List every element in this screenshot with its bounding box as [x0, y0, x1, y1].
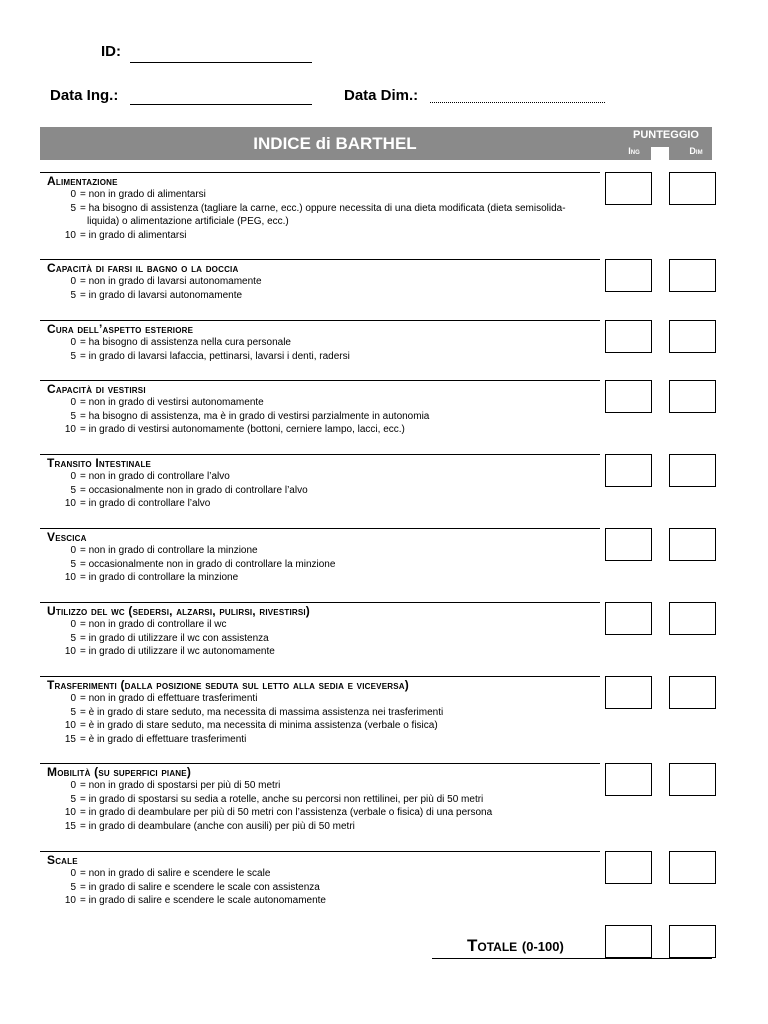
- option-score: 5: [70, 881, 76, 893]
- totale-underline: [432, 958, 712, 959]
- score-header-ing: Ing: [628, 146, 640, 156]
- id-field[interactable]: [130, 62, 312, 63]
- score-ing-box[interactable]: [605, 763, 652, 796]
- option-score: 10: [64, 572, 76, 583]
- section-title: Transito Intestinale: [47, 456, 152, 470]
- section-rule: [40, 380, 600, 381]
- option-text: = ha bisogno di assistenza, ma è in grado di vestirsi parzialmente in autonomia: [80, 410, 430, 422]
- section-rule: [40, 172, 600, 173]
- option-text: = in grado di utilizzare il wc con assistenza: [80, 632, 269, 644]
- score-dim-box[interactable]: [669, 763, 716, 796]
- option-score: 15: [64, 733, 76, 745]
- option-score: 0: [70, 868, 76, 879]
- score-dim-box[interactable]: [669, 602, 716, 635]
- section-rule: [40, 528, 600, 529]
- option-score: 5: [70, 632, 76, 644]
- section-rule: [40, 259, 600, 260]
- option-score: 5: [70, 793, 76, 805]
- score-ing-box[interactable]: [605, 380, 652, 413]
- section-title: Scale: [47, 853, 78, 867]
- option-score: 10: [64, 646, 76, 657]
- section-rule: [40, 320, 600, 321]
- data-ing-field[interactable]: [130, 104, 312, 105]
- score-dim-box[interactable]: [669, 380, 716, 413]
- option-text: = non in grado di controllare la minzione: [80, 545, 258, 556]
- option-text: = occasionalmente non in grado di controllare l’alvo: [80, 484, 308, 496]
- score-ing-box[interactable]: [605, 454, 652, 487]
- score-ing-box[interactable]: [605, 320, 652, 353]
- score-dim-box[interactable]: [669, 676, 716, 709]
- data-ing-label: Data Ing.:: [50, 87, 119, 104]
- section-title: Trasferimenti (dalla posizione seduta sul letto alla sedia e viceversa): [47, 678, 409, 692]
- option-text: = in grado di controllare la minzione: [80, 572, 239, 583]
- score-dim-box[interactable]: [669, 259, 716, 292]
- option-text: = in grado di salire e scendere le scale autonomamente: [80, 895, 326, 906]
- score-dim-box[interactable]: [669, 851, 716, 884]
- score-header-dim: Dim: [689, 146, 703, 156]
- option-text: = ha bisogno di assistenza (tagliare la carne, ecc.) oppure necessita di una dieta modificata (dieta semisolida-: [80, 202, 566, 214]
- option-score: 5: [70, 289, 76, 301]
- option-score: 10: [64, 424, 76, 435]
- option-text: = ha bisogno di assistenza nella cura personale: [80, 337, 291, 348]
- option-score: 10: [64, 807, 76, 818]
- option-score: 0: [70, 780, 76, 791]
- option-score: 5: [70, 558, 76, 570]
- option-score: 5: [70, 202, 76, 214]
- option-score: 10: [64, 229, 76, 241]
- option-score: 5: [70, 706, 76, 718]
- score-header-divider: [651, 147, 669, 160]
- option-text: = è in grado di stare seduto, ma necessita di massima assistenza nei trasferimenti: [80, 706, 444, 718]
- option-text: = in grado di vestirsi autonomamente (bottoni, cerniere lampo, lacci, ecc.): [80, 424, 405, 435]
- option-text: = non in grado di controllare l’alvo: [80, 471, 230, 482]
- data-dim-field[interactable]: [430, 102, 605, 103]
- section-rule: [40, 676, 600, 677]
- option-text: = occasionalmente non in grado di controllare la minzione: [80, 558, 336, 570]
- option-score: 5: [70, 350, 76, 362]
- section-title: Vescica: [47, 530, 87, 544]
- score-dim-box[interactable]: [669, 454, 716, 487]
- option-text: = non in grado di spostarsi per più di 50 metri: [80, 780, 281, 791]
- score-ing-box[interactable]: [605, 676, 652, 709]
- option-score: 10: [64, 720, 76, 731]
- title-bar: [40, 127, 712, 160]
- option-score: 0: [70, 619, 76, 630]
- option-text: = non in grado di effettuare trasferimenti: [80, 693, 258, 704]
- option-text: = non in grado di vestirsi autonomamente: [80, 397, 264, 408]
- option-score: 0: [70, 337, 76, 348]
- section-rule: [40, 602, 600, 603]
- option-text: = non in grado di lavarsi autonomamente: [80, 276, 262, 287]
- score-ing-box[interactable]: [605, 172, 652, 205]
- score-header-label: PUNTEGGIO: [632, 129, 699, 141]
- totale-label: [467, 936, 564, 956]
- option-score: 0: [70, 189, 76, 200]
- section-title: Mobilità (su superfici piane): [47, 765, 192, 779]
- score-ing-box[interactable]: [605, 851, 652, 884]
- totale-dim-box[interactable]: [669, 925, 716, 958]
- page-title: INDICE di BARTHEL: [253, 134, 417, 153]
- option-text: = in grado di spostarsi su sedia a rotelle, anche su percorsi non rettilinei, per più di 50 metri: [80, 793, 484, 805]
- option-text: = in grado di lavarsi lafaccia, pettinarsi, lavarsi i denti, radersi: [80, 350, 350, 362]
- score-dim-box[interactable]: [669, 528, 716, 561]
- option-score: 0: [70, 545, 76, 556]
- option-text: = in grado di deambulare per più di 50 metri con l’assistenza (verbale o fisica) di una persona: [80, 807, 493, 818]
- option-text: = in grado di deambulare (anche con ausili) per più di 50 metri: [80, 820, 355, 832]
- totale-range: (0-100): [521, 939, 564, 954]
- score-dim-box[interactable]: [669, 172, 716, 205]
- score-ing-box[interactable]: [605, 602, 652, 635]
- section-rule: [40, 454, 600, 455]
- option-score: 0: [70, 471, 76, 482]
- score-ing-box[interactable]: [605, 259, 652, 292]
- section-title: Alimentazione: [47, 174, 118, 188]
- option-score: 5: [70, 484, 76, 496]
- totale-text: Totale: [467, 936, 518, 955]
- option-text: = non in grado di salire e scendere le scale: [80, 868, 271, 879]
- data-dim-label: Data Dim.:: [344, 87, 419, 104]
- score-dim-box[interactable]: [669, 320, 716, 353]
- option-score: 0: [70, 397, 76, 408]
- section-title: Capacità di vestirsi: [47, 382, 146, 396]
- section-rule: [40, 763, 600, 764]
- option-score: 10: [64, 895, 76, 906]
- option-text: = non in grado di controllare il wc: [80, 619, 227, 630]
- option-text: = in grado di utilizzare il wc autonomamente: [80, 646, 275, 657]
- section-title: Capacità di farsi il bagno o la doccia: [47, 261, 239, 275]
- option-text: = è in grado di effettuare trasferimenti: [80, 733, 247, 745]
- option-text: = in grado di alimentarsi: [80, 229, 187, 241]
- option-text: = non in grado di alimentarsi: [80, 189, 206, 200]
- option-text: = è in grado di stare seduto, ma necessita di minima assistenza (verbale o fisica): [80, 720, 438, 731]
- section-title: Utilizzo del wc (sedersi, alzarsi, pulirsi, rivestirsi): [47, 604, 311, 618]
- option-score: 0: [70, 693, 76, 704]
- option-text: = in grado di salire e scendere le scale con assistenza: [80, 881, 320, 893]
- option-text: = in grado di controllare l’alvo: [80, 498, 211, 509]
- section-rule: [40, 851, 600, 852]
- option-continuation-text: liquida) o alimentazione artificiale (PEG, ecc.): [87, 216, 289, 227]
- id-label: ID:: [101, 43, 121, 60]
- totale-ing-box[interactable]: [605, 925, 652, 958]
- option-score: 5: [70, 410, 76, 422]
- section-title: Cura dell’aspetto esteriore: [47, 322, 194, 336]
- option-score: 10: [64, 498, 76, 509]
- option-score: 0: [70, 276, 76, 287]
- score-ing-box[interactable]: [605, 528, 652, 561]
- option-score: 15: [64, 820, 76, 832]
- option-text: = in grado di lavarsi autonomamente: [80, 289, 243, 301]
